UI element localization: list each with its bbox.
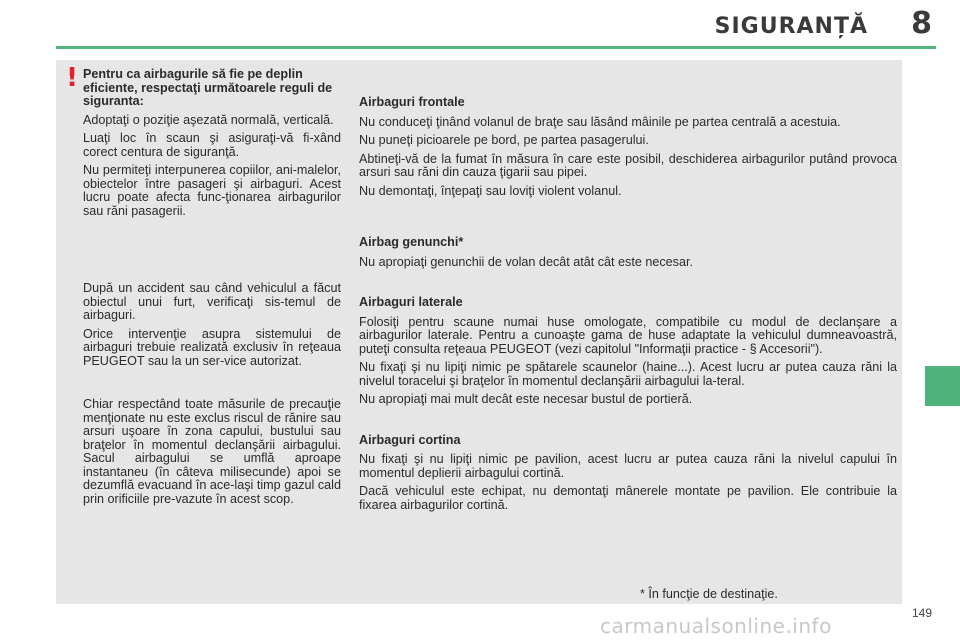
section-frontal-airbags bbox=[359, 96, 897, 198]
section-title: Airbaguri cortina bbox=[359, 432, 461, 447]
section-paragraph: Dacă vehiculul este echipat, nu demontaţi mânerele montate pe pavilion. Ele contribuie la fixarea airbagurilor cortină. bbox=[359, 484, 897, 512]
warning-paragraph: Luaţi loc în scaun şi asiguraţi-vă fi-xând corect centura de siguranţă. bbox=[83, 131, 341, 159]
warning-paragraph: Orice intervenţie asupra sistemului de airbaguri trebuie realizată exclusiv în reţeaua PEUGEOT sau la un ser-vice autorizat. bbox=[83, 326, 341, 368]
watermark-text: carmanualsonline.info bbox=[600, 614, 832, 638]
section-paragraph: Nu conduceţi ţinând volanul de braţe sau lăsând mâinile pe partea centrală a acestuia. bbox=[359, 114, 841, 129]
section-curtain-airbags bbox=[359, 434, 897, 513]
section-paragraph: Nu apropiaţi genunchii de volan decât atât cât este necesar. bbox=[359, 254, 693, 269]
section-title: Airbaguri frontale bbox=[359, 95, 465, 109]
section-knee-airbag bbox=[359, 236, 897, 269]
warning-column bbox=[83, 68, 341, 511]
warning-paragraph: Adoptaţi o poziţie aşezată normală, verticală. bbox=[83, 112, 334, 127]
warning-title: Pentru ca airbagurile să fie pe deplin eficiente, respectaţi următoarele reguli de siguranta: bbox=[83, 67, 333, 108]
page-number: 149 bbox=[912, 606, 933, 620]
exclamation-icon: ! bbox=[66, 63, 78, 93]
section-paragraph: Nu apropiaţi mai mult decât este necesar bustul de portieră. bbox=[359, 392, 693, 406]
sections-column bbox=[359, 96, 897, 517]
section-paragraph: Abtineţi-vă de la fumat în măsura în care este posibil, deschiderea airbagurilor putând provoca arsuri sau răni din cauza ţigarii sau pipei. bbox=[359, 151, 897, 179]
footnote: * În funcţie de destinaţie. bbox=[640, 587, 778, 601]
section-paragraph: Folosiţi pentru scaune numai huse omologate, compatibile cu modul de declanşare a airbagurilor laterale. Pentru a cunoaşte gama de huse adaptate la vehiculul dumneavoastră, puteţi consulta reţeaua PEUGEOT (vezi capitolul "Informaţii practice - § Accesorii"). bbox=[359, 314, 897, 356]
section-paragraph: Nu fixaţi şi nu lipiţi nimic pe spătarele scaunelor (haine...). Acest lucru ar putea cauza răni la nivelul toracelui şi braţelor în momentul declanşării airbagului la-teral. bbox=[359, 360, 897, 388]
section-paragraph: Nu puneţi picioarele pe bord, pe partea pasagerului. bbox=[359, 133, 649, 147]
chapter-tab[interactable] bbox=[925, 366, 960, 406]
warning-paragraph: După un accident sau când vehiculul a făcut obiectul unui furt, verificaţi sis-temul de airbaguri. bbox=[83, 281, 341, 322]
section-paragraph: Nu fixaţi şi nu lipiţi nimic pe pavilion, acest lucru ar putea cauza răni la nivelul capului în momentul deplierii airbagului cortină. bbox=[359, 452, 897, 480]
warning-paragraph: Nu permiteţi interpunerea copiilor, ani-malelor, obiectelor între pasageri şi airbaguri. Acest lucru poate afecta func-ţionarea airbagurilor sau răni pasagerii. bbox=[83, 163, 341, 218]
warning-paragraph: Chiar respectând toate măsurile de precauţie menţionate nu este exclus riscul de rănire sau arsuri uşoare în zona capului, bustului sau braţelor în momentul declanşării airbagului. Sacul airbagului se umflă aproape instantaneu (în câteva milisecunde) apoi se dezumflă evacuand în ace-laşi timp gazul cald prin orificiile pre-vazute în acest scop. bbox=[83, 397, 341, 506]
section-paragraph: Nu demontaţi, înţepaţi sau loviţi violent volanul. bbox=[359, 183, 622, 198]
section-lateral-airbags bbox=[359, 296, 897, 407]
page-title: SIGURANȚĂ bbox=[714, 14, 868, 39]
section-title: Airbag genunchi* bbox=[359, 235, 464, 249]
section-title: Airbaguri laterale bbox=[359, 295, 463, 309]
header-divider bbox=[56, 46, 936, 49]
chapter-number: 8 bbox=[911, 6, 932, 41]
